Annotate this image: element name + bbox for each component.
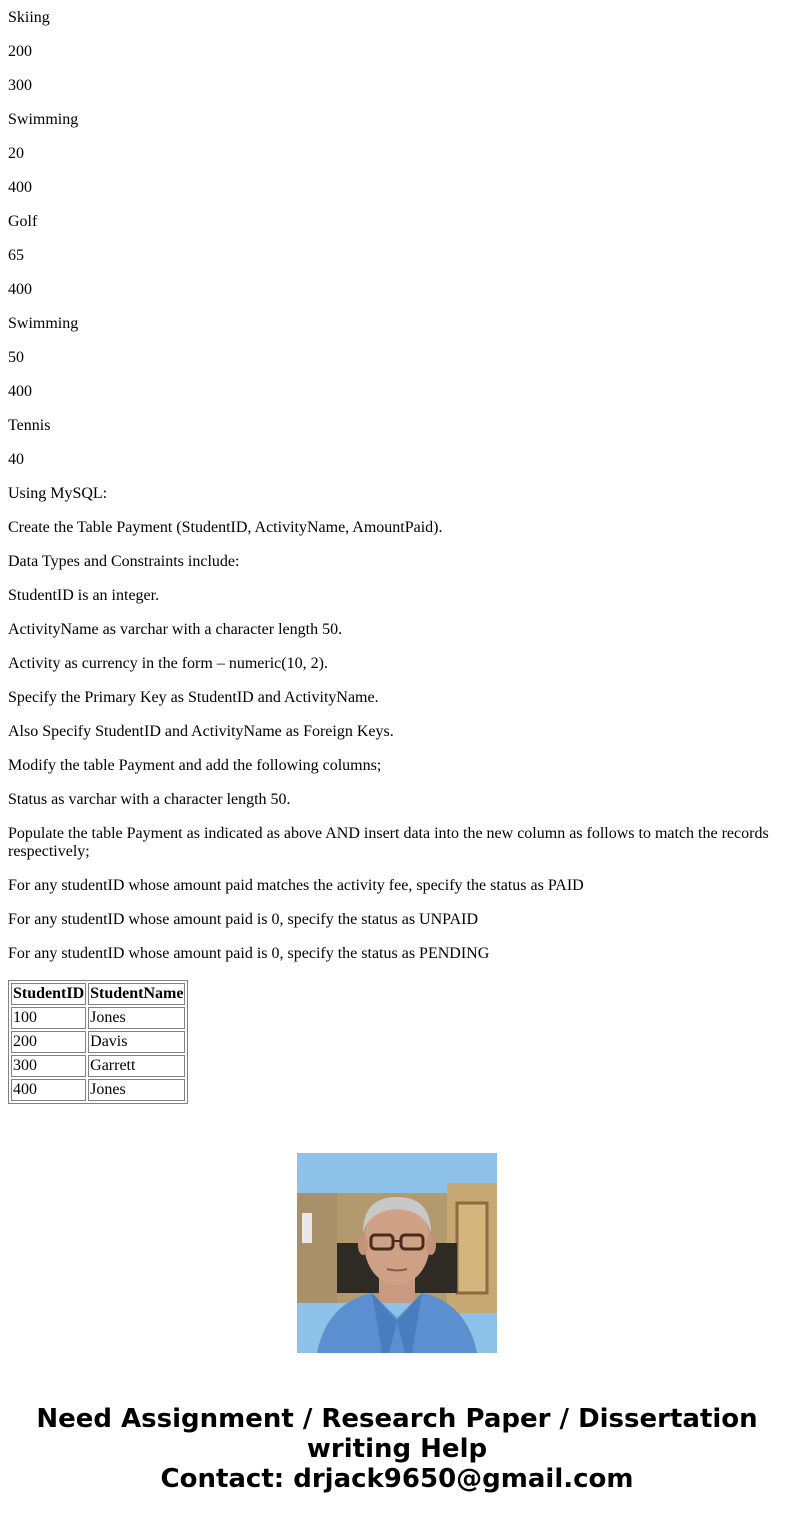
person-photo-icon	[297, 1153, 497, 1353]
promo-banner	[0, 1122, 794, 1523]
table-cell: Davis	[88, 1031, 185, 1053]
paragraph: Activity as currency in the form – numeric(10, 2).	[8, 655, 328, 672]
promo-line-3: Contact: drjack9650@gmail.com	[160, 1464, 634, 1494]
column-header-studentid: StudentID	[11, 983, 86, 1005]
table-cell: 400	[11, 1079, 86, 1101]
paragraph: 400	[8, 383, 32, 400]
paragraph: Golf	[8, 213, 38, 230]
promo-text	[0, 1404, 794, 1494]
paragraph: StudentID is an integer.	[8, 587, 160, 604]
table-row	[11, 1079, 185, 1101]
paragraph: For any studentID whose amount paid matches the activity fee, specify the status as PAID	[8, 877, 584, 894]
table-row	[11, 1055, 185, 1077]
paragraph: 200	[8, 43, 32, 60]
paragraph: Swimming	[8, 111, 79, 128]
table-cell: Jones	[88, 1079, 185, 1101]
paragraph: Tennis	[8, 417, 51, 434]
paragraph: Skiing	[8, 9, 50, 26]
paragraph: 20	[8, 145, 24, 162]
student-table	[8, 980, 188, 1104]
paragraph: 300	[8, 77, 32, 94]
paragraph: 40	[8, 451, 24, 468]
paragraph: Populate the table Payment as indicated as above AND insert data into the new column as follows to match the records respectively;	[8, 825, 769, 860]
table-row	[11, 1007, 185, 1029]
paragraph: Create the Table Payment (StudentID, ActivityName, AmountPaid).	[8, 519, 443, 536]
column-header-studentname: StudentName	[88, 983, 185, 1005]
table-header-row	[11, 983, 185, 1005]
table-row	[11, 1031, 185, 1053]
paragraph: Modify the table Payment and add the following columns;	[8, 757, 382, 774]
table-cell: 300	[11, 1055, 86, 1077]
paragraph: 50	[8, 349, 24, 366]
paragraph: Specify the Primary Key as StudentID and ActivityName.	[8, 689, 379, 706]
table-cell: Garrett	[88, 1055, 185, 1077]
promo-line-2: writing Help	[306, 1434, 488, 1464]
paragraph: ActivityName as varchar with a character length 50.	[8, 621, 343, 638]
table-cell: 200	[11, 1031, 86, 1053]
paragraph: 65	[8, 247, 24, 264]
paragraph: Data Types and Constraints include:	[8, 553, 240, 570]
paragraph: For any studentID whose amount paid is 0, specify the status as UNPAID	[8, 911, 479, 928]
promo-line-1: Need Assignment / Research Paper / Dissertation	[36, 1404, 758, 1434]
paragraph: Status as varchar with a character length 50.	[8, 791, 291, 808]
paragraph: Also Specify StudentID and ActivityName as Foreign Keys.	[8, 723, 394, 740]
table-cell: 100	[11, 1007, 86, 1029]
document-body	[8, 0, 788, 1122]
avatar	[297, 1153, 497, 1353]
paragraph: For any studentID whose amount paid is 0, specify the status as PENDING	[8, 945, 490, 962]
paragraph: Using MySQL:	[8, 485, 108, 502]
paragraph: 400	[8, 281, 32, 298]
table-cell: Jones	[88, 1007, 185, 1029]
paragraph: Swimming	[8, 315, 79, 332]
paragraph: 400	[8, 179, 32, 196]
